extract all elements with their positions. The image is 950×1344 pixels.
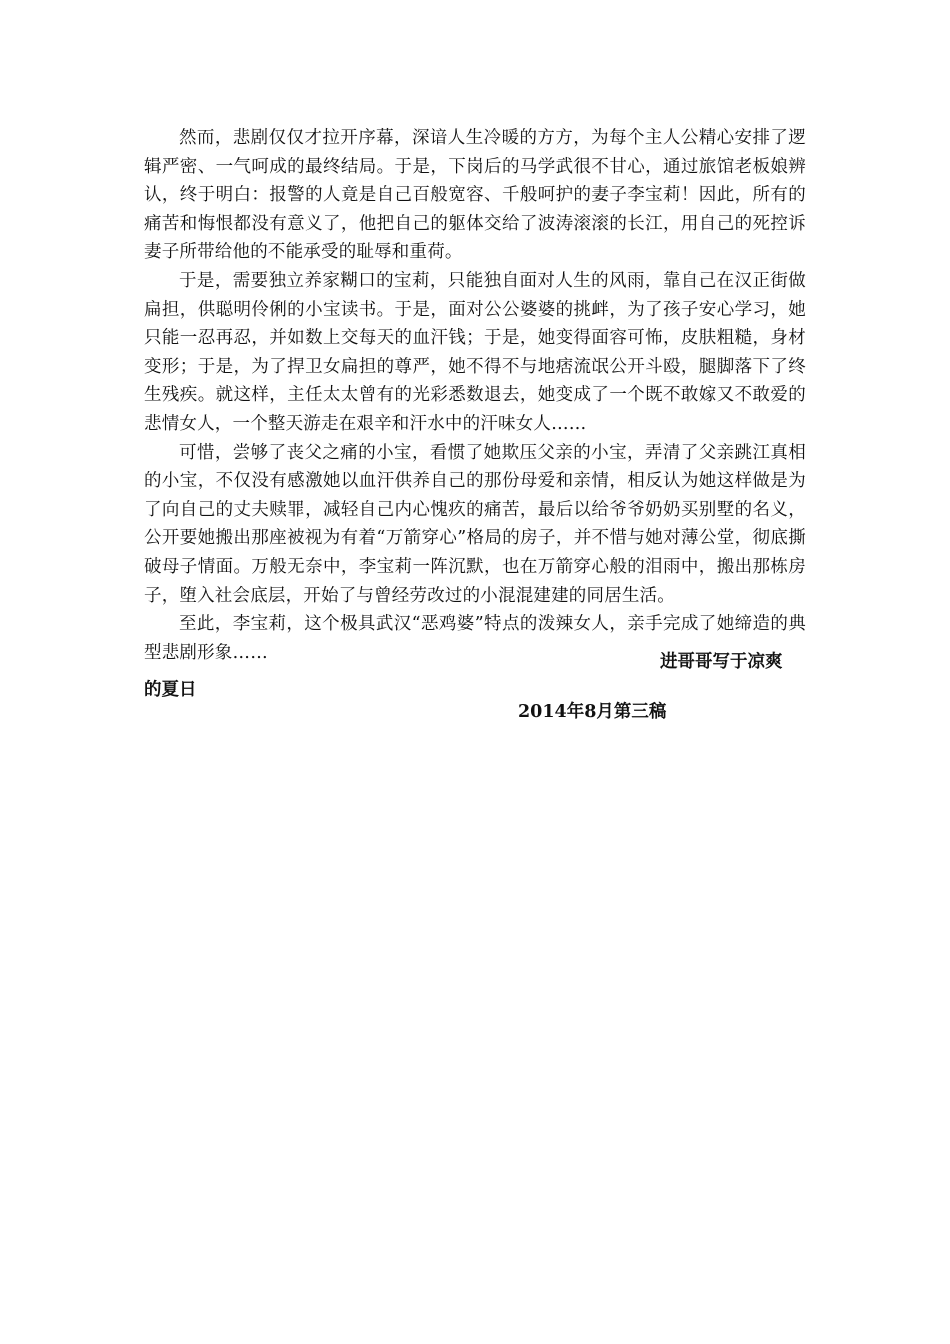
signature-line-2: 的夏日 <box>144 680 197 700</box>
paragraph-3: 可惜，尝够了丧父之痛的小宝，看惯了她欺压父亲的小宝，弄清了父亲跳江真相的小宝，不仅没有感激她以血汗供养自己的那份母爱和亲情，相反认为她这样做是为了向自己的丈夫赎罪，减轻自己内心愧疚的痛苦，最后以给爷爷奶奶买别墅的名义，公开要她搬出那座被视为有着“万箭穿心”格局的房子，并不惜与她对薄公堂，彻底撕破母子情面。万般无奈中，李宝莉一阵沉默，也在万箭穿心般的泪雨中，搬出那栋房子，堕入社会底层，开始了与曾经劳改过的小混混建建的同居生活。 <box>144 442 806 606</box>
draft-date: 2014年8月第三稿 <box>518 702 667 722</box>
signature-line-1: 进哥哥写于凉爽 <box>660 652 783 672</box>
paragraph-4: 至此，李宝莉，这个极具武汉“恶鸡婆”特点的泼辣女人，亲手完成了她缔造的典型悲剧形象…… <box>144 614 806 663</box>
paragraph-1: 然而，悲剧仅仅才拉开序幕，深谙人生冷暖的方方，为每个主人公精心安排了逻辑严密、一气呵成的最终结局。于是，下岗后的马学武很不甘心，通过旅馆老板娘辨认，终于明白：报警的人竟是自己百般宽容、千般呵护的妻子李宝莉！因此，所有的痛苦和悔恨都没有意义了，他把自己的躯体交给了波涛滚滚的长江，用自己的死控诉妻子所带给他的不能承受的耻辱和重荷。 <box>144 128 806 263</box>
paragraph-2: 于是，需要独立养家糊口的宝莉，只能独自面对人生的风雨，靠自己在汉正街做扁担，供聪明伶俐的小宝读书。于是，面对公公婆婆的挑衅，为了孩子安心学习，她只能一忍再忍，并如数上交每天的血汗钱；于是，她变得面容可怖，皮肤粗糙，身材变形；于是，为了捍卫女扁担的尊严，她不得不与地痞流氓公开斗殴，腿脚落下了终生残疾。就这样，主任太太曾有的光彩悉数退去，她变成了一个既不敢嫁又不敢爱的悲情女人，一个整天游走在艰辛和汗水中的汗味女人…… <box>144 270 806 434</box>
article-body <box>144 124 806 667</box>
